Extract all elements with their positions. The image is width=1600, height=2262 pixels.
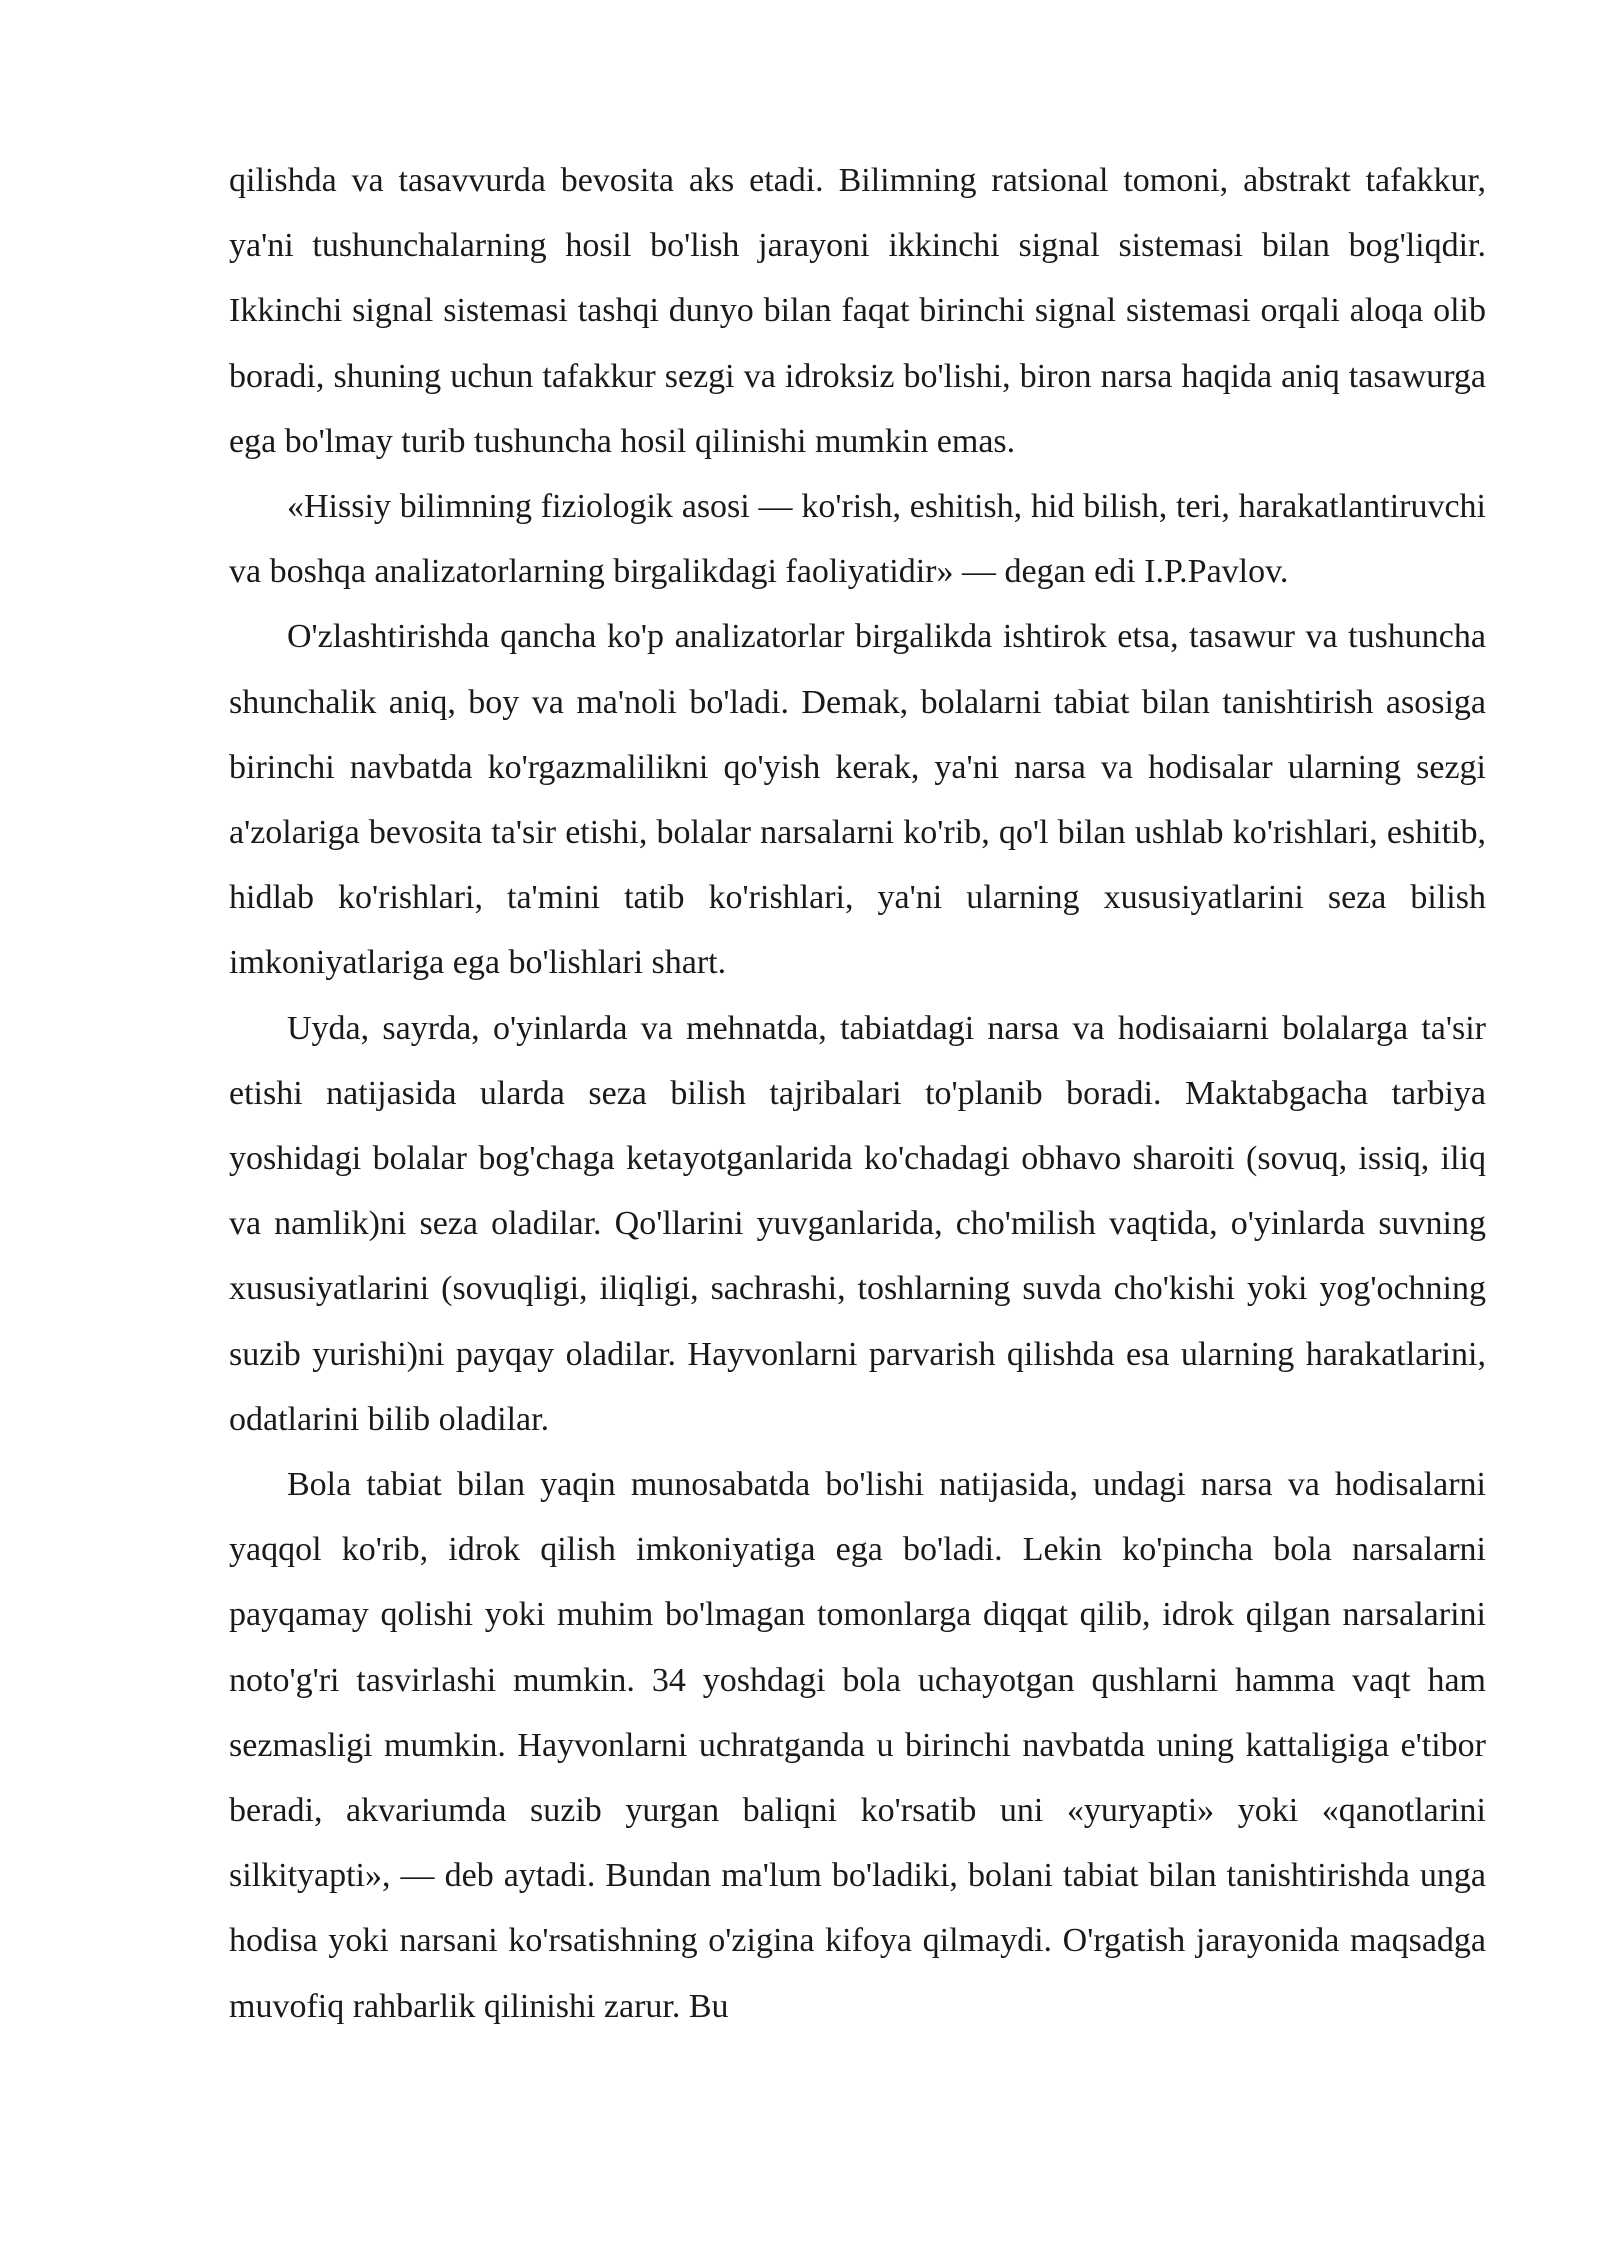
document-page bbox=[229, 148, 1486, 2039]
paragraph-2: «Hissiy bilimning fiziologik asosi — ko'rish, eshitish, hid bilish, teri, harakatlantiruvchi va boshqa analizatorlarning birgalikdagi faoliyatidir» — degan edi I.P.Pavlov. bbox=[229, 488, 1486, 591]
paragraph-1: qilishda va tasavvurda bevosita aks etadi. Bilimning ratsional tomoni, abstrakt tafakkur, ya'ni tushunchalarning hosil bo'lish jarayoni ikkinchi signal sistemasi bilan bog'liqdir. Ikkinchi signal sistemasi tashqi dunyo bilan faqat birinchi signal sistemasi orqali aloqa olib boradi, shuning uchun tafakkur sezgi va idroksiz bo'lishi, biron narsa haqida aniq tasawurga ega bo'lmay turib tushuncha hosil qilinishi mumkin emas. bbox=[229, 162, 1486, 460]
paragraph-4: Uyda, sayrda, o'yinlarda va mehnatda, tabiatdagi narsa va hodisaiarni bolalarga ta'sir etishi natijasida ularda seza bilish tajribalari to'planib boradi. Maktabgacha tarbiya yoshidagi bolalar bog'chaga ketayotganlarida ko'chadagi obhavo sharoiti (sovuq, issiq, iliq va namlik)ni seza oladilar. Qo'llarini yuvganlarida, cho'milish vaqtida, o'yinlarda suvning xususiyatlarini (sovuqligi, iliqligi, sachrashi, toshlarning suvda cho'kishi yoki yog'ochning suzib yurishi)ni payqay oladilar. Hayvonlarni parvarish qilishda esa ularning harakatlarini, odatlarini bilib oladilar. bbox=[229, 1009, 1486, 1438]
paragraph-5: Bola tabiat bilan yaqin munosabatda bo'lishi natijasida, undagi narsa va hodisalarni yaqqol ko'rib, idrok qilish imkoniyatiga ega bo'ladi. Lekin ko'pincha bola narsalarni payqamay qolishi yoki muhim bo'lmagan tomonlarga diqqat qilib, idrok qilgan narsalarini noto'g'ri tasvirlashi mumkin. 34 yoshdagi bola uchayotgan qushlarni hamma vaqt ham sezmasligi mumkin. Hayvonlarni uchratganda u birinchi navbatda uning kattaligiga e'tibor beradi, akvariumda suzib yurgan baliqni ko'rsatib uni «yuryapti» yoki «qanotlarini silkityapti», — deb aytadi. Bundan ma'lum bo'ladiki, bolani tabiat bilan tanishtirishda unga hodisa yoki narsani ko'rsatishning o'zigina kifoya qilmaydi. O'rgatish jarayonida maqsadga muvofiq rahbarlik qilinishi zarur. Bu bbox=[229, 1466, 1486, 2025]
paragraph-3: O'zlashtirishda qancha ko'p analizatorlar birgalikda ishtirok etsa, tasawur va tushuncha shunchalik aniq, boy va ma'noli bo'ladi. Demak, bolalarni tabiat bilan tanishtirish asosiga birinchi navbatda ko'rgazmalilikni qo'yish kerak, ya'ni narsa va hodisalar ularning sezgi a'zolariga bevosita ta'sir etishi, bolalar narsalarni ko'rib, qo'l bilan ushlab ko'rishlari, eshitib, hidlab ko'rishlari, ta'mini tatib ko'rishlari, ya'ni ularning xususiyatlarini seza bilish imkoniyatlariga ega bo'lishlari shart. bbox=[229, 618, 1486, 982]
